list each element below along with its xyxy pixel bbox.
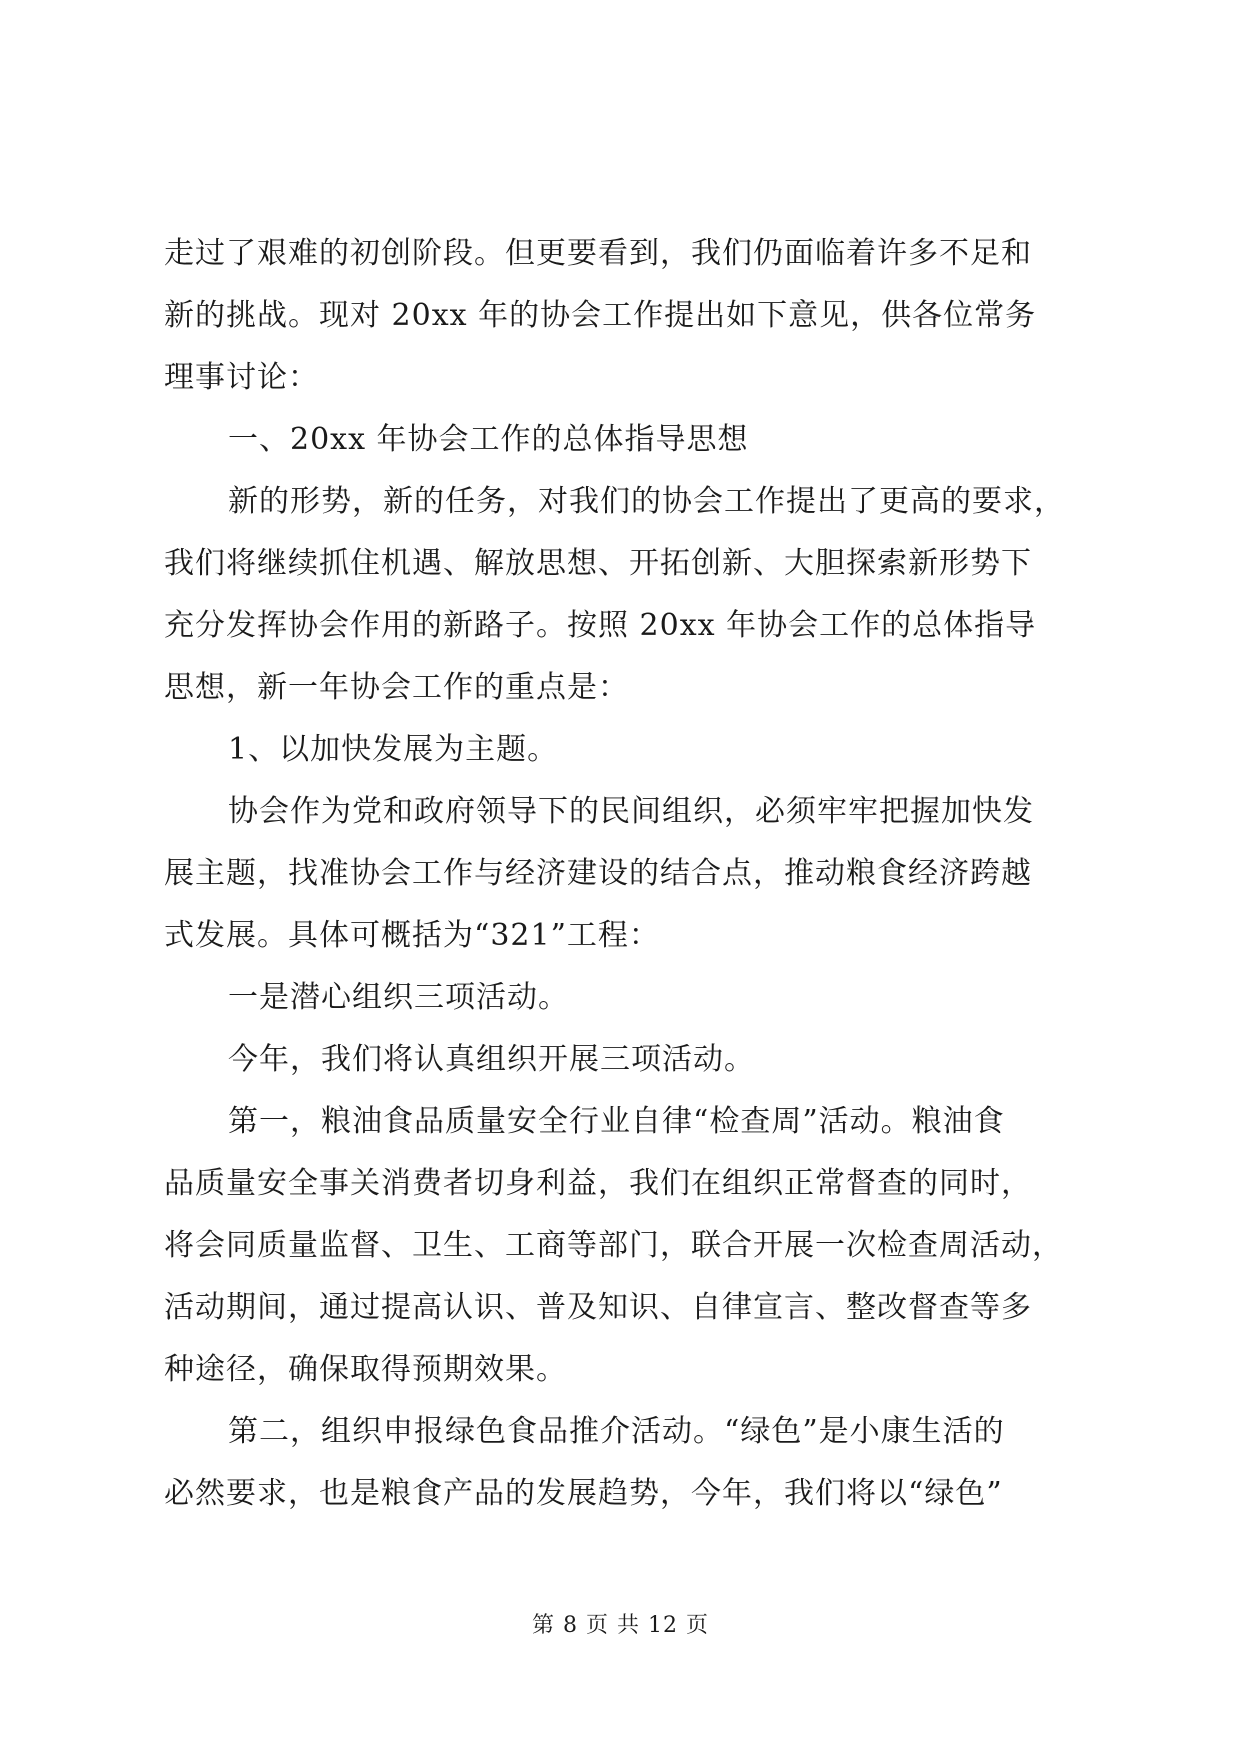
text-line-17: 将会同质量监督、卫生、工商等部门，联合开展一次检查周活动， (164, 1228, 1063, 1263)
text-line-18: 活动期间，通过提高认识、普及知识、自律宣言、整改督查等多 (164, 1290, 1032, 1325)
text-line-6: 我们将继续抓住机遇、解放思想、开拓创新、大胆探索新形势下 (164, 546, 1032, 581)
section-heading: 一、20xx 年协会工作的总体指导思想 (228, 422, 749, 457)
text-line-11: 展主题，找准协会工作与经济建设的结合点，推动粮食经济跨越 (164, 856, 1032, 891)
text-line-20: 第二，组织申报绿色食品推介活动。“绿色”是小康生活的 (228, 1414, 1005, 1449)
subsection-heading: 1、以加快发展为主题。 (228, 732, 559, 767)
text-line-7: 充分发挥协会作用的新路子。按照 20xx 年协会工作的总体指导 (164, 608, 1037, 643)
document-body (164, 223, 1084, 1525)
text-line-19: 种途径，确保取得预期效果。 (164, 1352, 567, 1387)
text-line-21: 必然要求，也是粮食产品的发展趋势，今年，我们将以“绿色” (164, 1476, 1003, 1511)
text-line-13: 一是潜心组织三项活动。 (228, 980, 569, 1015)
text-line-1: 走过了艰难的初创阶段。但更要看到，我们仍面临着许多不足和 (164, 236, 1032, 271)
text-line-15: 第一，粮油食品质量安全行业自律“检查周”活动。粮油食 (228, 1104, 1005, 1139)
text-line-14: 今年，我们将认真组织开展三项活动。 (228, 1042, 755, 1077)
text-line-5: 新的形势，新的任务，对我们的协会工作提出了更高的要求， (228, 484, 1065, 519)
text-line-12: 式发展。具体可概括为“321”工程： (164, 918, 660, 953)
text-line-2: 新的挑战。现对 20xx 年的协会工作提出如下意见，供各位常务 (164, 298, 1037, 333)
text-line-10: 协会作为党和政府领导下的民间组织，必须牢牢把握加快发 (228, 794, 1034, 829)
page-number-footer: 第 8 页 共 12 页 (532, 1613, 709, 1638)
text-line-16: 品质量安全事关消费者切身利益，我们在组织正常督查的同时， (164, 1166, 1032, 1201)
text-line-8: 思想，新一年协会工作的重点是： (164, 670, 629, 705)
text-line-3: 理事讨论： (164, 360, 319, 395)
